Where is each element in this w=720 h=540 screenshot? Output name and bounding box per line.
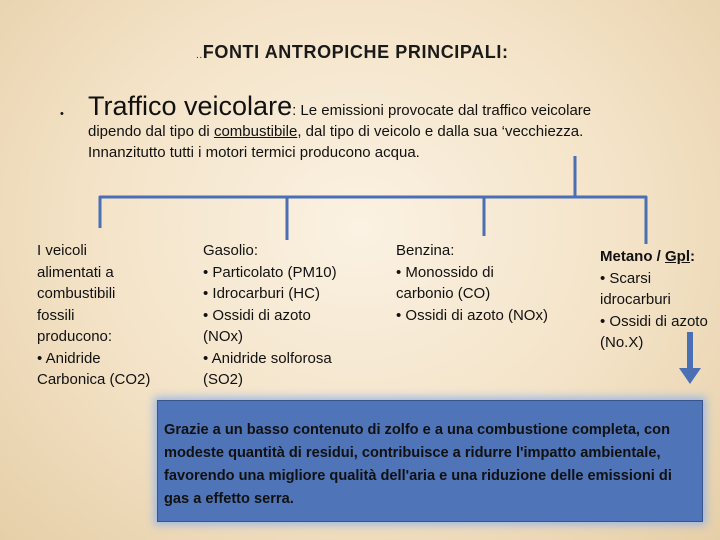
- col2-line: (NOx): [203, 328, 243, 345]
- title-prefix: ..: [196, 50, 203, 61]
- col2-line: • Anidride solforosa: [203, 349, 332, 367]
- col1-line: producono:: [37, 328, 113, 345]
- intro-underlined-word: combustibile: [213, 123, 298, 140]
- connector-top: [100, 197, 646, 236]
- col4-line: • Ossidi di azoto: [600, 312, 708, 330]
- col4-line: idrocarburi: [600, 291, 671, 308]
- col4-line: (No.X): [600, 334, 644, 351]
- column-benzina: [396, 240, 571, 326]
- column-gasolio: [203, 240, 363, 391]
- bullet: •: [60, 108, 64, 120]
- intro-heading: Traffico veicolare: [88, 91, 293, 121]
- col3-heading: Benzina:: [396, 242, 455, 259]
- col4-heading-a: Metano /: [600, 248, 666, 265]
- col2-line: (SO2): [203, 371, 244, 388]
- page-title: [196, 42, 509, 63]
- column-metano-gpl: [600, 246, 720, 354]
- col4-heading-c: :: [690, 248, 696, 265]
- title-text: FONTI ANTROPICHE PRINCIPALI:: [202, 42, 509, 62]
- col1-line: • Anidride: [37, 349, 101, 367]
- intro-paragraph: [60, 91, 608, 163]
- col1-line: alimentati a: [37, 263, 114, 281]
- col4-line: • Scarsi: [600, 269, 652, 287]
- col1-line: I veicoli: [37, 242, 88, 259]
- col2-line: • Ossidi di azoto: [203, 306, 311, 324]
- col4-heading: [600, 246, 720, 268]
- info-box: [157, 400, 703, 522]
- col2-line: • Idrocarburi (HC): [203, 285, 320, 302]
- column-fossil-fuels: [37, 240, 177, 391]
- info-box-text: Grazie a un basso contenuto di zolfo e a una combustione completa, con modeste quantità di residui, contribuisce a ridurre l'impatto ambientale, favorendo una migliore qualità dell'aria e una riduzione delle emissioni di gas a effetto serra.: [164, 422, 672, 507]
- col4-heading-b: Gpl: [665, 248, 691, 265]
- col1-line: fossili: [37, 306, 75, 324]
- intro-text-1: Le emissioni provocate dal traffico veicolare dipendo dal tipo di: [88, 102, 592, 140]
- col3-line: • Ossidi di azoto (NOx): [396, 306, 548, 324]
- col3-line: carbonio (CO): [396, 285, 491, 302]
- col1-line: combustibili: [37, 285, 116, 302]
- col2-heading: Gasolio:: [203, 242, 259, 259]
- intro-text-2: , dal tipo di veicolo e dalla sua ‘vecchiezza. Innanzitutto tutti i motori termici producono acqua.: [88, 123, 584, 161]
- col1-line: Carbonica (CO2): [37, 371, 151, 388]
- col3-line: • Monossido di: [396, 263, 494, 281]
- intro-colon: :: [292, 102, 297, 119]
- col2-line: • Particolato (PM10): [203, 263, 337, 281]
